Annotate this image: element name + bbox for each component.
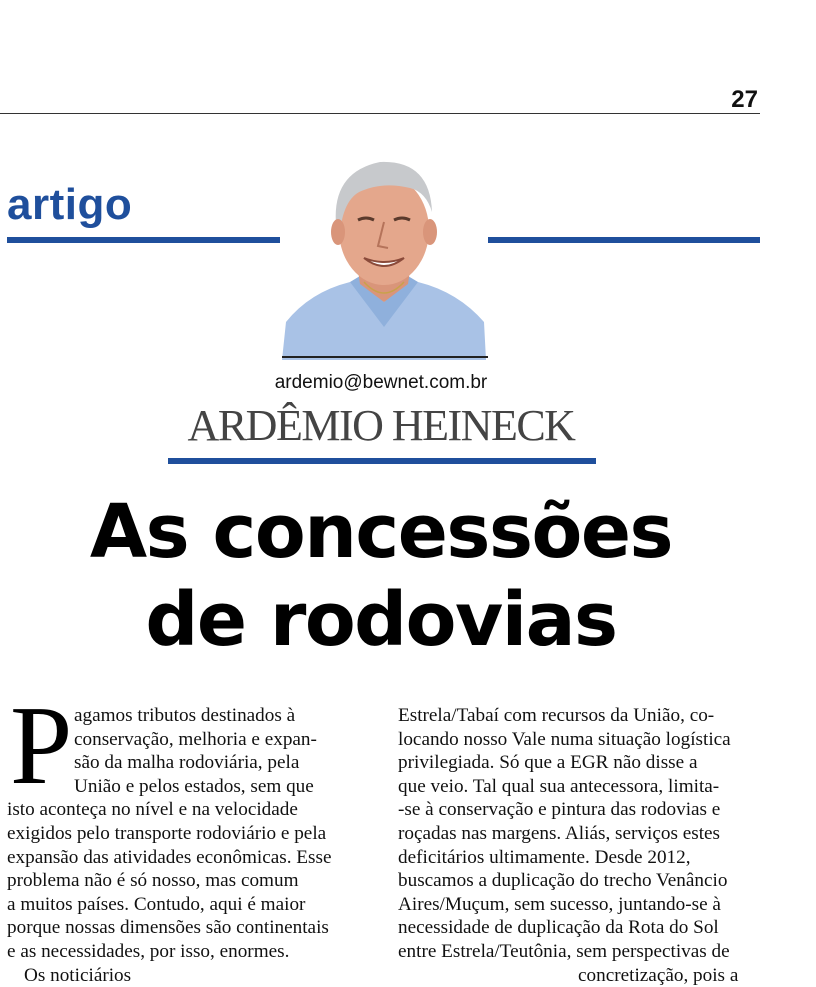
headline [0,488,762,664]
body-line: problema não é só nosso, mas comum [7,870,299,892]
body-line: União e pelos estados, sem que [74,775,314,797]
body-line: exigidos pelo transporte rodoviário e pela [7,822,327,844]
headline-line-1: As concessões [89,489,673,575]
section-rule-left [7,237,282,243]
headline-line-2: de rodovias [145,577,617,663]
portrait-baseline [282,356,488,358]
section-label: artigo [7,180,133,229]
author-rule [168,458,596,464]
body-line: buscamos a duplicação do trecho Venâncio [398,870,728,892]
body-line: privilegiada. Só que a EGR não disse a [398,752,698,774]
body-line: roçadas nas margens. Aliás, serviços estes [398,822,721,844]
body-line: agamos tributos destinados à [74,705,296,726]
page-number: 27 [731,86,758,113]
body-line: que veio. Tal qual sua antecessora, limita- [398,775,720,797]
body-line: necessidade de duplicação da Rota do Sol [398,917,719,939]
body-column-left [7,684,369,987]
body-line: entre Estrela/Teutônia, sem perspectivas de [398,940,730,962]
body-line: deficitários ultimamente. Desde 2012, [398,846,691,868]
body-line: expansão das atividades econômicas. Esse [7,846,332,868]
author-portrait [280,152,488,360]
body-line: são da malha rodoviária, pela [74,752,300,774]
author-name: ARDÊMIO HEINECK [187,401,575,450]
body-line: a muitos países. Contudo, aqui é maior [7,893,306,915]
body-line: -se à conservação e pintura das rodovias e [398,799,721,821]
body-line: concretização, pois a [578,964,739,986]
body-line: locando nosso Vale numa situação logística [398,728,731,750]
author-email: ardemio@bewnet.com.br [274,372,488,393]
body-line: isto aconteça no nível e na velocidade [7,799,298,821]
body-line: conservação, melhoria e expan- [74,728,317,750]
body-line: e as necessidades, por isso, enormes. [7,940,290,962]
body-line: Estrela/Tabaí com recursos da União, co- [398,705,715,726]
body-line: Os noticiários [24,964,132,986]
body-line: porque nossas dimensões são continentais [7,917,329,939]
body-line: Aires/Muçum, sem sucesso, juntando-se à [398,893,721,915]
section-rule-right [488,237,760,243]
drop-cap: P [10,684,73,808]
body-column-right [398,704,760,987]
top-divider [0,113,760,114]
